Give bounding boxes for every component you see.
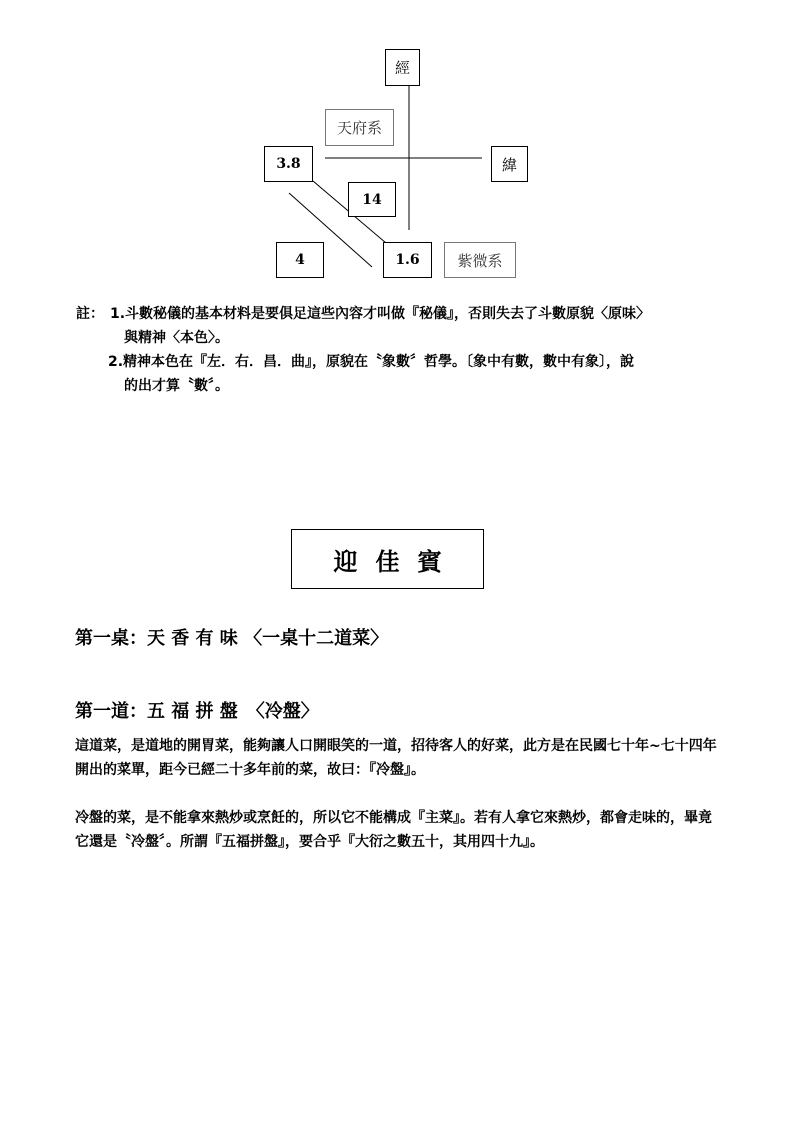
wei-box: 緯 — [491, 146, 528, 182]
notes-section — [76, 302, 726, 398]
structure-diagram — [0, 0, 793, 300]
note-1-line-2: 與精神〈本色〉。 — [124, 330, 229, 346]
value-4-box: 4 — [276, 242, 324, 278]
notes-label: 註： — [76, 306, 104, 322]
paragraph-1: 這道菜，是道地的開胃菜，能夠讓人口開眼笑的一道，招待客人的好菜，此方是在民國七十年~七十四年開出的菜單，距今已經二十多年前的菜，故曰：『冷盤』。 — [75, 738, 717, 778]
page-title: 迎佳賓 — [291, 529, 484, 589]
note-2 — [76, 350, 726, 398]
tianfu-box: 天府系 — [325, 109, 394, 146]
value-14-box: 14 — [348, 182, 396, 217]
note-1-line-1: 1.斗數秘儀的基本材料是要俱足這些內容才叫做『秘儀』，否則失去了斗數原貌〈原味〉 — [110, 306, 651, 322]
note-2-line-2: 的出才算〝數〞。 — [124, 378, 229, 394]
note-2-line-1: 2.精神本色在『左．右．昌．曲』，原貌在〝象數〞哲學。〔象中有數，數中有象〕，說 — [108, 354, 635, 370]
table-heading: 第一桌：天 香 有 味 〈一桌十二道菜〉 — [75, 628, 389, 649]
value-3-8-box: 3.8 — [264, 146, 313, 182]
jing-box: 經 — [385, 49, 420, 86]
value-1-6-box: 1.6 — [383, 242, 432, 278]
dish-heading: 第一道：五 福 拼 盤 〈冷盤〉 — [75, 701, 319, 722]
note-1 — [76, 302, 726, 350]
ziwei-box: 紫微系 — [444, 242, 516, 278]
paragraph-2: 冷盤的菜，是不能拿來熱炒或烹飪的，所以它不能構成『主菜』。若有人拿它來熱炒，都會走味的，畢竟它還是〝冷盤〞。所謂『五福拼盤』，要合乎『大衍之數五十，其用四十九』。 — [75, 810, 712, 850]
